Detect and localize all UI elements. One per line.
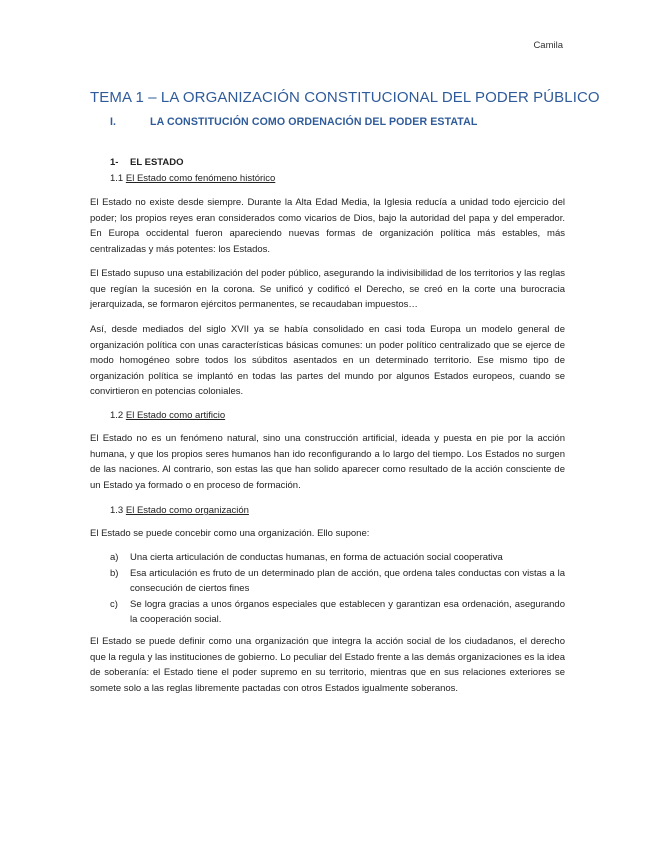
heading-1-2 [110, 410, 225, 421]
list-item-text: Una cierta articulación de conductas humanas, en forma de actuación social cooperativa [130, 552, 503, 563]
list-item [110, 566, 565, 597]
paragraph-1: El Estado no existe desde siempre. Durante la Alta Edad Media, la Iglesia reducía a unidad todo ejercicio del poder; los propios reyes eran considerados como vicarios de Dios, bajo la autoridad del papa y del emperador. En Europa occidental fueron apareciendo nuevas formas de organización política más estables, más centralizadas y más potentes: los Estados. [90, 197, 565, 255]
heading-1-1 [110, 173, 275, 184]
paragraph-6: El Estado se puede definir como una organización que integra la acción social de los ciudadanos, el derecho que la regula y las instituciones de gobierno. Lo peculiar del Estado frente a las demás organizaciones es la idea de soberanía: el Estado tiene el poder supremo en su territorio, mientras que en sus relaciones exteriores se somete solo a las reglas libremente pactadas con otros Estados igualmente soberanos. [90, 636, 565, 694]
list-marker: a) [110, 552, 119, 563]
list-marker: b) [110, 567, 119, 579]
heading-1-3-label: El Estado como organización [125, 505, 249, 516]
paragraph-2: El Estado supuso una estabilización del poder público, asegurando la indivisibilidad de los territorios y las reglas que regían la sucesión en la corona. Se unificó y codificó el Derecho, se creó en la corte una burocracia jerarquizada, se formaron ejércitos permanentes, se recaudaban impuestos… [90, 268, 565, 311]
heading-1-1-number: 1.1 [110, 173, 124, 184]
list-item-text: Esa articulación es fruto de un determinado plan de acción, que ordena tales conductas con vistas a la consecución de ciertos fines [130, 567, 565, 595]
subsection-number: 1- [110, 157, 119, 168]
page-title: TEMA 1 – LA ORGANIZACIÓN CONSTITUCIONAL DEL PODER PÚBLICO [90, 89, 600, 106]
list-item-text: Se logra gracias a unos órganos especiales que establecen y garantizan esa ordenación, asegurando la cooperación social. [130, 598, 565, 626]
paragraph-5: El Estado se puede concebir como una organización. Ello supone: [90, 528, 370, 539]
page-header-author: Camila [533, 40, 563, 51]
paragraph-3: Así, desde mediados del siglo XVII ya se había consolidado en casi toda Europa un modelo general de organización política con unas características básicas comunes: un poder político centralizado que se ejerce de modo homogéneo sobre todos los súbditos asentados en un determinado territorio. Ese mismo tipo de organización política se implantó en todas las partes del mundo por algunos Estados europeos, cuando se convirtieron en potencias coloniales. [90, 324, 565, 398]
section-number: I. [110, 116, 117, 128]
list-item [110, 597, 565, 628]
heading-1-2-label: El Estado como artificio [125, 410, 226, 421]
list-marker: c) [110, 598, 118, 610]
heading-1-3 [110, 505, 249, 516]
characteristics-list [110, 550, 565, 628]
heading-1-1-label: El Estado como fenómeno histórico [125, 173, 276, 184]
heading-1-2-number: 1.2 [110, 410, 124, 421]
subsection-label: EL ESTADO [130, 157, 184, 168]
subsection-heading [110, 157, 184, 168]
paragraph-4: El Estado no es un fenómeno natural, sino una construcción artificial, ideada y puesta en pie por la acción humana, y que los propios seres humanos han ido reconfigurando a lo largo del tiempo. Los Estados no surgen de las naciones. Al contrario, son estas las que han solido aparecer como resultado de la acción consciente de un Estado ya formado o en proceso de formación. [90, 433, 565, 491]
list-item [110, 550, 565, 566]
heading-1-3-number: 1.3 [110, 505, 124, 516]
section-heading [110, 116, 477, 128]
section-label: LA CONSTITUCIÓN COMO ORDENACIÓN DEL PODER ESTATAL [150, 116, 478, 128]
